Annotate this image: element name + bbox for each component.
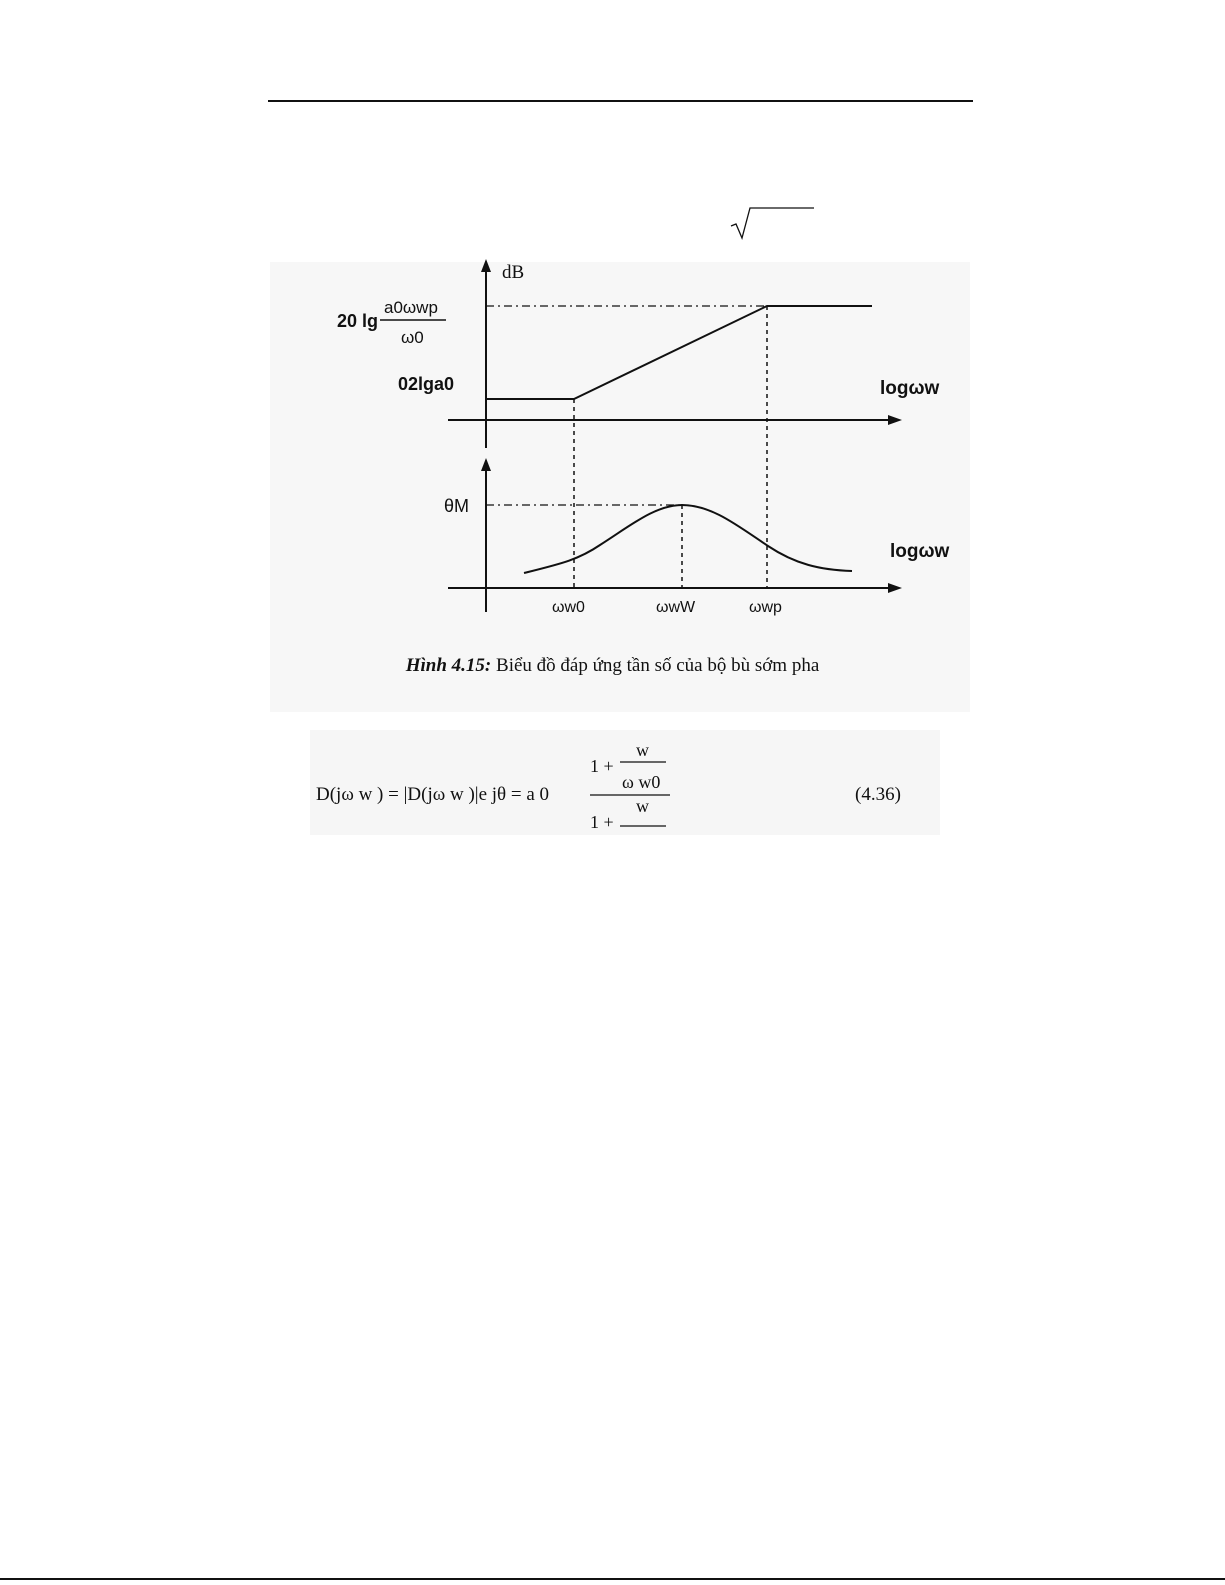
frequency-guides	[574, 306, 767, 588]
x-label-magnitude: logωw	[880, 378, 940, 399]
bode-figure	[0, 0, 1225, 720]
phase-x-arrow	[888, 583, 902, 593]
mag-y-arrow	[481, 259, 491, 272]
figure-caption	[0, 655, 1225, 677]
phase-curve	[524, 505, 852, 573]
mag-x-arrow	[888, 415, 902, 425]
phase-axes	[448, 468, 890, 612]
phase-max-label: θM	[444, 496, 470, 516]
caption-lead: Hình 4.15:	[405, 655, 492, 676]
freq-label-wW: ωwW	[656, 599, 696, 616]
footer-rule	[0, 1578, 1225, 1580]
mag-max-prefix: 20 lg	[337, 311, 379, 331]
db-label: dB	[502, 262, 525, 283]
eq-num-one-plus: 1 +	[590, 756, 614, 776]
equation-number: (4.36)	[855, 784, 901, 805]
phase-y-arrow	[481, 458, 491, 471]
caption-text: Biểu đồ đáp ứng tần số của bộ bù sớm pha	[491, 655, 820, 676]
equation-lhs: D(jω w ) = |D(jω w )|e jθ = a 0	[316, 784, 550, 805]
eq-num-w: w	[636, 740, 649, 760]
x-label-phase: logωw	[890, 541, 950, 562]
magnitude-axes	[448, 268, 890, 448]
magnitude-curve	[486, 306, 872, 399]
freq-label-w0: ωw0	[552, 599, 585, 616]
mag-low-label: 02lga0	[398, 374, 455, 394]
eq-den-one-plus: 1 +	[590, 812, 614, 832]
eq-den-w: w	[636, 796, 649, 816]
freq-label-wp: ωwp	[749, 599, 782, 616]
eq-omega-w0: ω w0	[622, 772, 661, 792]
mag-max-denominator: ω0	[401, 328, 424, 347]
mag-max-numerator: a0ωwp	[384, 298, 438, 317]
